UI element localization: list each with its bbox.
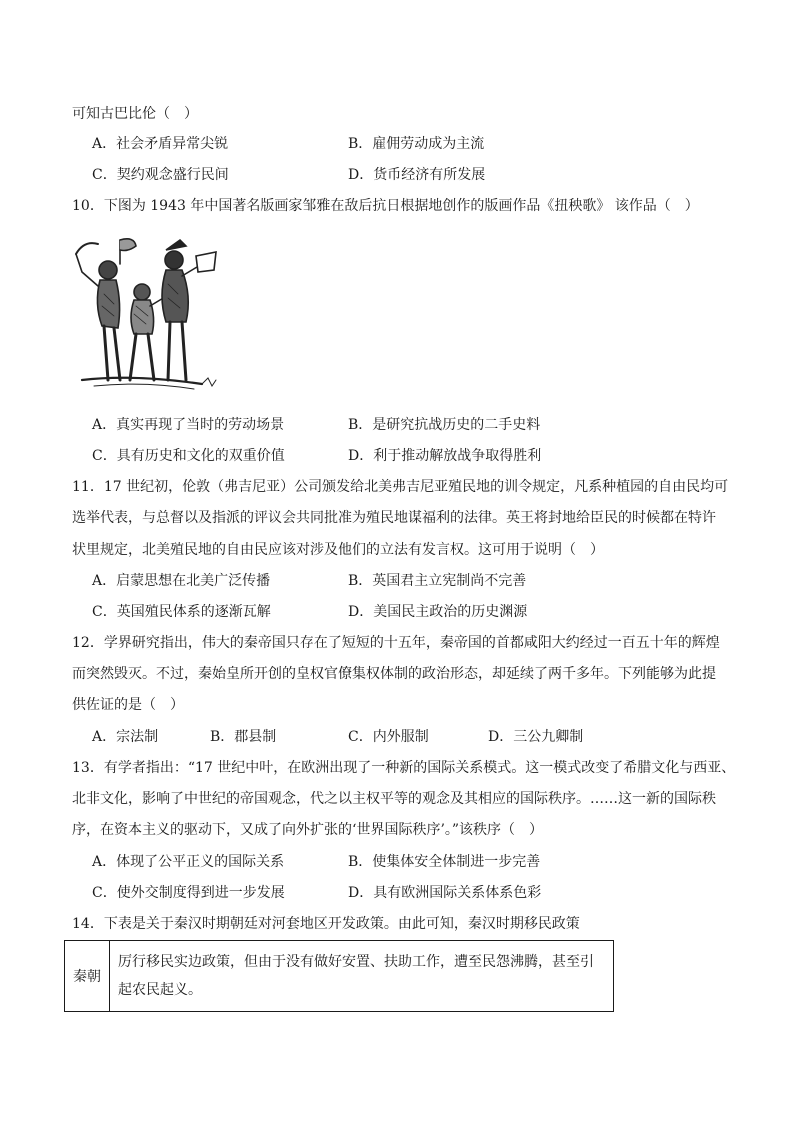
q14-stem: 14．下表是关于秦汉时期朝廷对河套地区开发政策。由此可知，秦汉时期移民政策: [72, 916, 580, 932]
q12-option-b[interactable]: B．郡县制: [210, 729, 277, 745]
q9-option-b[interactable]: B．雇佣劳动成为主流: [348, 136, 485, 152]
q9-option-d[interactable]: D．货币经济有所发展: [348, 167, 486, 183]
q9-stem-tail: 可知古巴比伦（ ）: [72, 106, 198, 122]
q13-stem-line-1: 13．有学者指出：“17 世纪中叶，在欧洲出现了一种新的国际关系模式。这一模式改变了希腊文化与西亚、: [72, 760, 736, 776]
woodcut-illustration: [74, 234, 220, 394]
q10-option-c[interactable]: C．具有历史和文化的双重价值: [92, 448, 285, 464]
q11-option-c[interactable]: C．英国殖民体系的逐渐瓦解: [92, 604, 271, 620]
q13-option-d[interactable]: D．具有欧洲国际关系体系色彩: [348, 885, 542, 901]
q12-option-d[interactable]: D．三公九卿制: [488, 729, 584, 745]
q12-option-a[interactable]: A．宗法制: [92, 729, 159, 745]
q12-option-c[interactable]: C．内外服制: [348, 729, 429, 745]
table-row: [65, 941, 614, 1012]
q10-option-b[interactable]: B．是研究抗战历史的二手史料: [348, 417, 541, 433]
q10-option-a[interactable]: A．真实再现了当时的劳动场景: [92, 417, 285, 433]
q11-option-b[interactable]: B．英国君主立宪制尚不完善: [348, 573, 527, 589]
q13-option-a[interactable]: A．体现了公平正义的国际关系: [92, 854, 285, 870]
q11-option-a[interactable]: A．启蒙思想在北美广泛传播: [92, 573, 271, 589]
q9-option-c[interactable]: C．契约观念盛行民间: [92, 167, 229, 183]
q12-stem-line-2: 而突然毁灭。不过，秦始皇所开创的皇权官僚集权体制的政治形态，却延续了两千多年。下列能够为此提: [72, 666, 716, 682]
table-cell-dynasty: 秦朝: [65, 941, 110, 1012]
q9-option-a[interactable]: A．社会矛盾异常尖锐: [92, 136, 229, 152]
q10-stem: 10．下图为 1943 年中国著名版画家邹雅在敌后抗日根据地创作的版画作品《扭秧歌》 该作品（ ）: [72, 198, 699, 214]
q11-stem-line-2: 选举代表，与总督以及指派的评议会共同批准为殖民地谋福利的法律。英王将封地给臣民的时候都在特许: [72, 510, 716, 526]
q11-option-d[interactable]: D．美国民主政治的历史渊源: [348, 604, 528, 620]
q11-stem-line-1: 11．17 世纪初，伦敦（弗吉尼亚）公司颁发给北美弗吉尼亚殖民地的训令规定，凡系种植园的自由民均可: [72, 479, 729, 495]
q11-stem-line-3: 状里规定，北美殖民地的自由民应该对涉及他们的立法有发言权。这可用于说明（ ）: [72, 542, 604, 558]
q13-stem-line-3: 序，在资本主义的驱动下，又成了向外扩张的‘世界国际秩序’。”该秩序（ ）: [72, 822, 544, 838]
table-cell-policy: 厉行移民实边政策，但由于没有做好安置、扶助工作，遭至民怨沸腾，甚至引起农民起义。: [110, 941, 614, 1012]
q10-option-d[interactable]: D．利于推动解放战争取得胜利: [348, 448, 542, 464]
q13-stem-line-2: 北非文化，影响了中世纪的帝国观念，代之以主权平等的观念及其相应的国际秩序。……这一新的国际秩: [72, 791, 716, 807]
q12-stem-line-3: 供佐证的是（ ）: [72, 697, 184, 713]
q13-option-c[interactable]: C．使外交制度得到进一步发展: [92, 885, 285, 901]
q14-policy-table: [64, 940, 614, 1012]
q12-stem-line-1: 12．学界研究指出，伟大的秦帝国只存在了短短的十五年，秦帝国的首都咸阳大约经过一百五十年的辉煌: [72, 635, 720, 651]
q13-option-b[interactable]: B．使集体安全体制进一步完善: [348, 854, 541, 870]
